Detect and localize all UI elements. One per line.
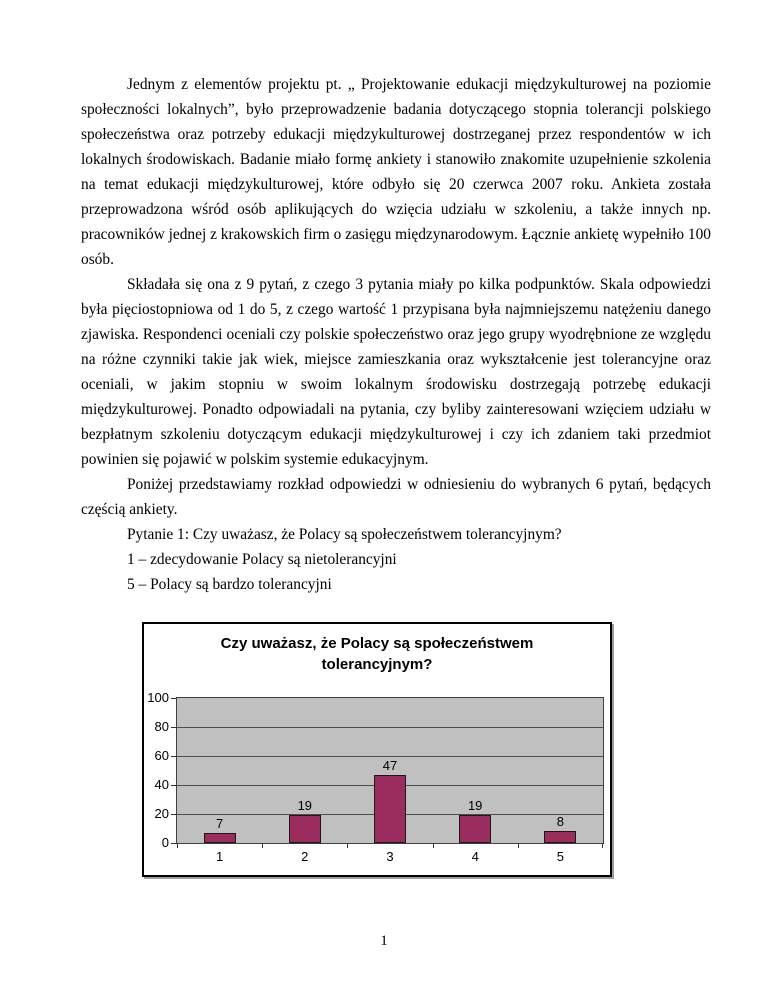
body-text [81,72,711,597]
paragraph-results-intro: Poniżej przedstawiamy rozkład odpowiedzi w odniesieniu do wybranych 6 pytań, będących częścią ankiety. [81,476,711,518]
y-axis-tick-label: 0 [161,835,169,850]
chart-title: Czy uważasz, że Polacy są społeczeństwem tolerancyjnym? [220,635,534,673]
y-axis-tick-label: 20 [154,806,169,821]
x-axis-category-label: 1 [215,849,224,864]
x-axis-category-label: 3 [386,849,394,864]
y-axis-tick-mark [171,756,176,757]
x-axis-tick-mark [518,844,519,848]
bar-value-label: 19 [297,798,313,813]
y-axis-tick-label: 40 [154,777,169,792]
y-axis-tick-label: 80 [154,719,169,734]
bar-value-label: 8 [556,814,564,829]
bar-value-label: 7 [215,816,224,831]
bar [459,815,491,843]
bar [374,775,406,843]
scale-high-line: 5 – Polacy są bardzo tolerancyjni [127,576,332,593]
bar [544,831,576,843]
bar-value-label: 19 [467,798,483,813]
x-axis-category-label: 4 [471,849,479,864]
x-axis-tick-mark [262,844,263,848]
y-axis-tick-label: 60 [154,748,169,763]
y-axis-tick-mark [171,814,176,815]
paragraph-survey-description: Składała się ona z 9 pytań, z czego 3 pytania miały po kilka podpunktów. Skala odpowiedzi była pięciostopniowa od 1 do 5, z czego wartość 1 przypisana była najmniejszemu natężeniu danego zjawiska. Respondenci oceniali czy polskie społeczeństwo oraz jego grupy wyodrębnione ze względu na różne czynniki takie jak wiek, miejsce zamieszkania oraz wykształcenie jest tolerancyjne oraz oceniali, w jakim stopniu w swoim lokalnym środowisku dostrzegają potrzebę edukacji międzykulturowej. Ponadto odpowiadali na pytania, czy byliby zainteresowani wzięciem udziału w bezpłatnym szkoleniu dotyczącym edukacji międzykulturowej i czy ich zdaniem taki przedmiot powinien się pojawić w polskim systemie edukacyjnym. [81,276,711,468]
bar [289,815,321,843]
page-number: 1 [380,933,388,949]
scale-low-line: 1 – zdecydowanie Polacy są nietolerancyjni [127,551,397,568]
x-axis-category-label: 5 [556,849,564,864]
gridline [177,756,603,757]
bar [204,833,236,843]
y-axis-tick-mark [171,785,176,786]
x-axis-tick-mark [433,844,434,848]
x-axis-tick-mark [347,844,348,848]
question-1-line: Pytanie 1: Czy uważasz, że Polacy są społeczeństwem tolerancyjnym? [127,526,562,543]
paragraph-intro: Jednym z elementów projektu pt. „ Projektowanie edukacji międzykulturowej na poziomie społeczności lokalnych”, było przeprowadzenie badania dotyczącego stopnia tolerancji polskiego społeczeństwa oraz potrzeby edukacji międzykulturowej dostrzeganej przez respondentów w ich lokalnych środowiskach. Badanie miało formę ankiety i stanowiło znakomite uzupełnienie szkolenia na temat edukacji międzykulturowej, które odbyło się 20 czerwca 2007 roku. Ankieta została przeprowadzona wśród osób aplikujących do wzięcia udziału w szkoleniu, a także innych np. pracowników jednej z krakowskich firm o zasięgu międzynarodowym. Łącznie ankietę wypełniło 100 osób. [81,76,711,268]
x-axis-category-label: 2 [301,849,309,864]
y-axis-tick-mark [171,843,176,844]
y-axis-tick-mark [171,698,176,699]
gridline [177,727,603,728]
x-axis-tick-mark [177,844,178,848]
bar-value-label: 47 [382,758,398,773]
chart-frame [142,622,612,877]
y-axis-tick-mark [171,727,176,728]
y-axis-tick-label: 100 [147,690,169,705]
x-axis-tick-mark [602,844,603,848]
